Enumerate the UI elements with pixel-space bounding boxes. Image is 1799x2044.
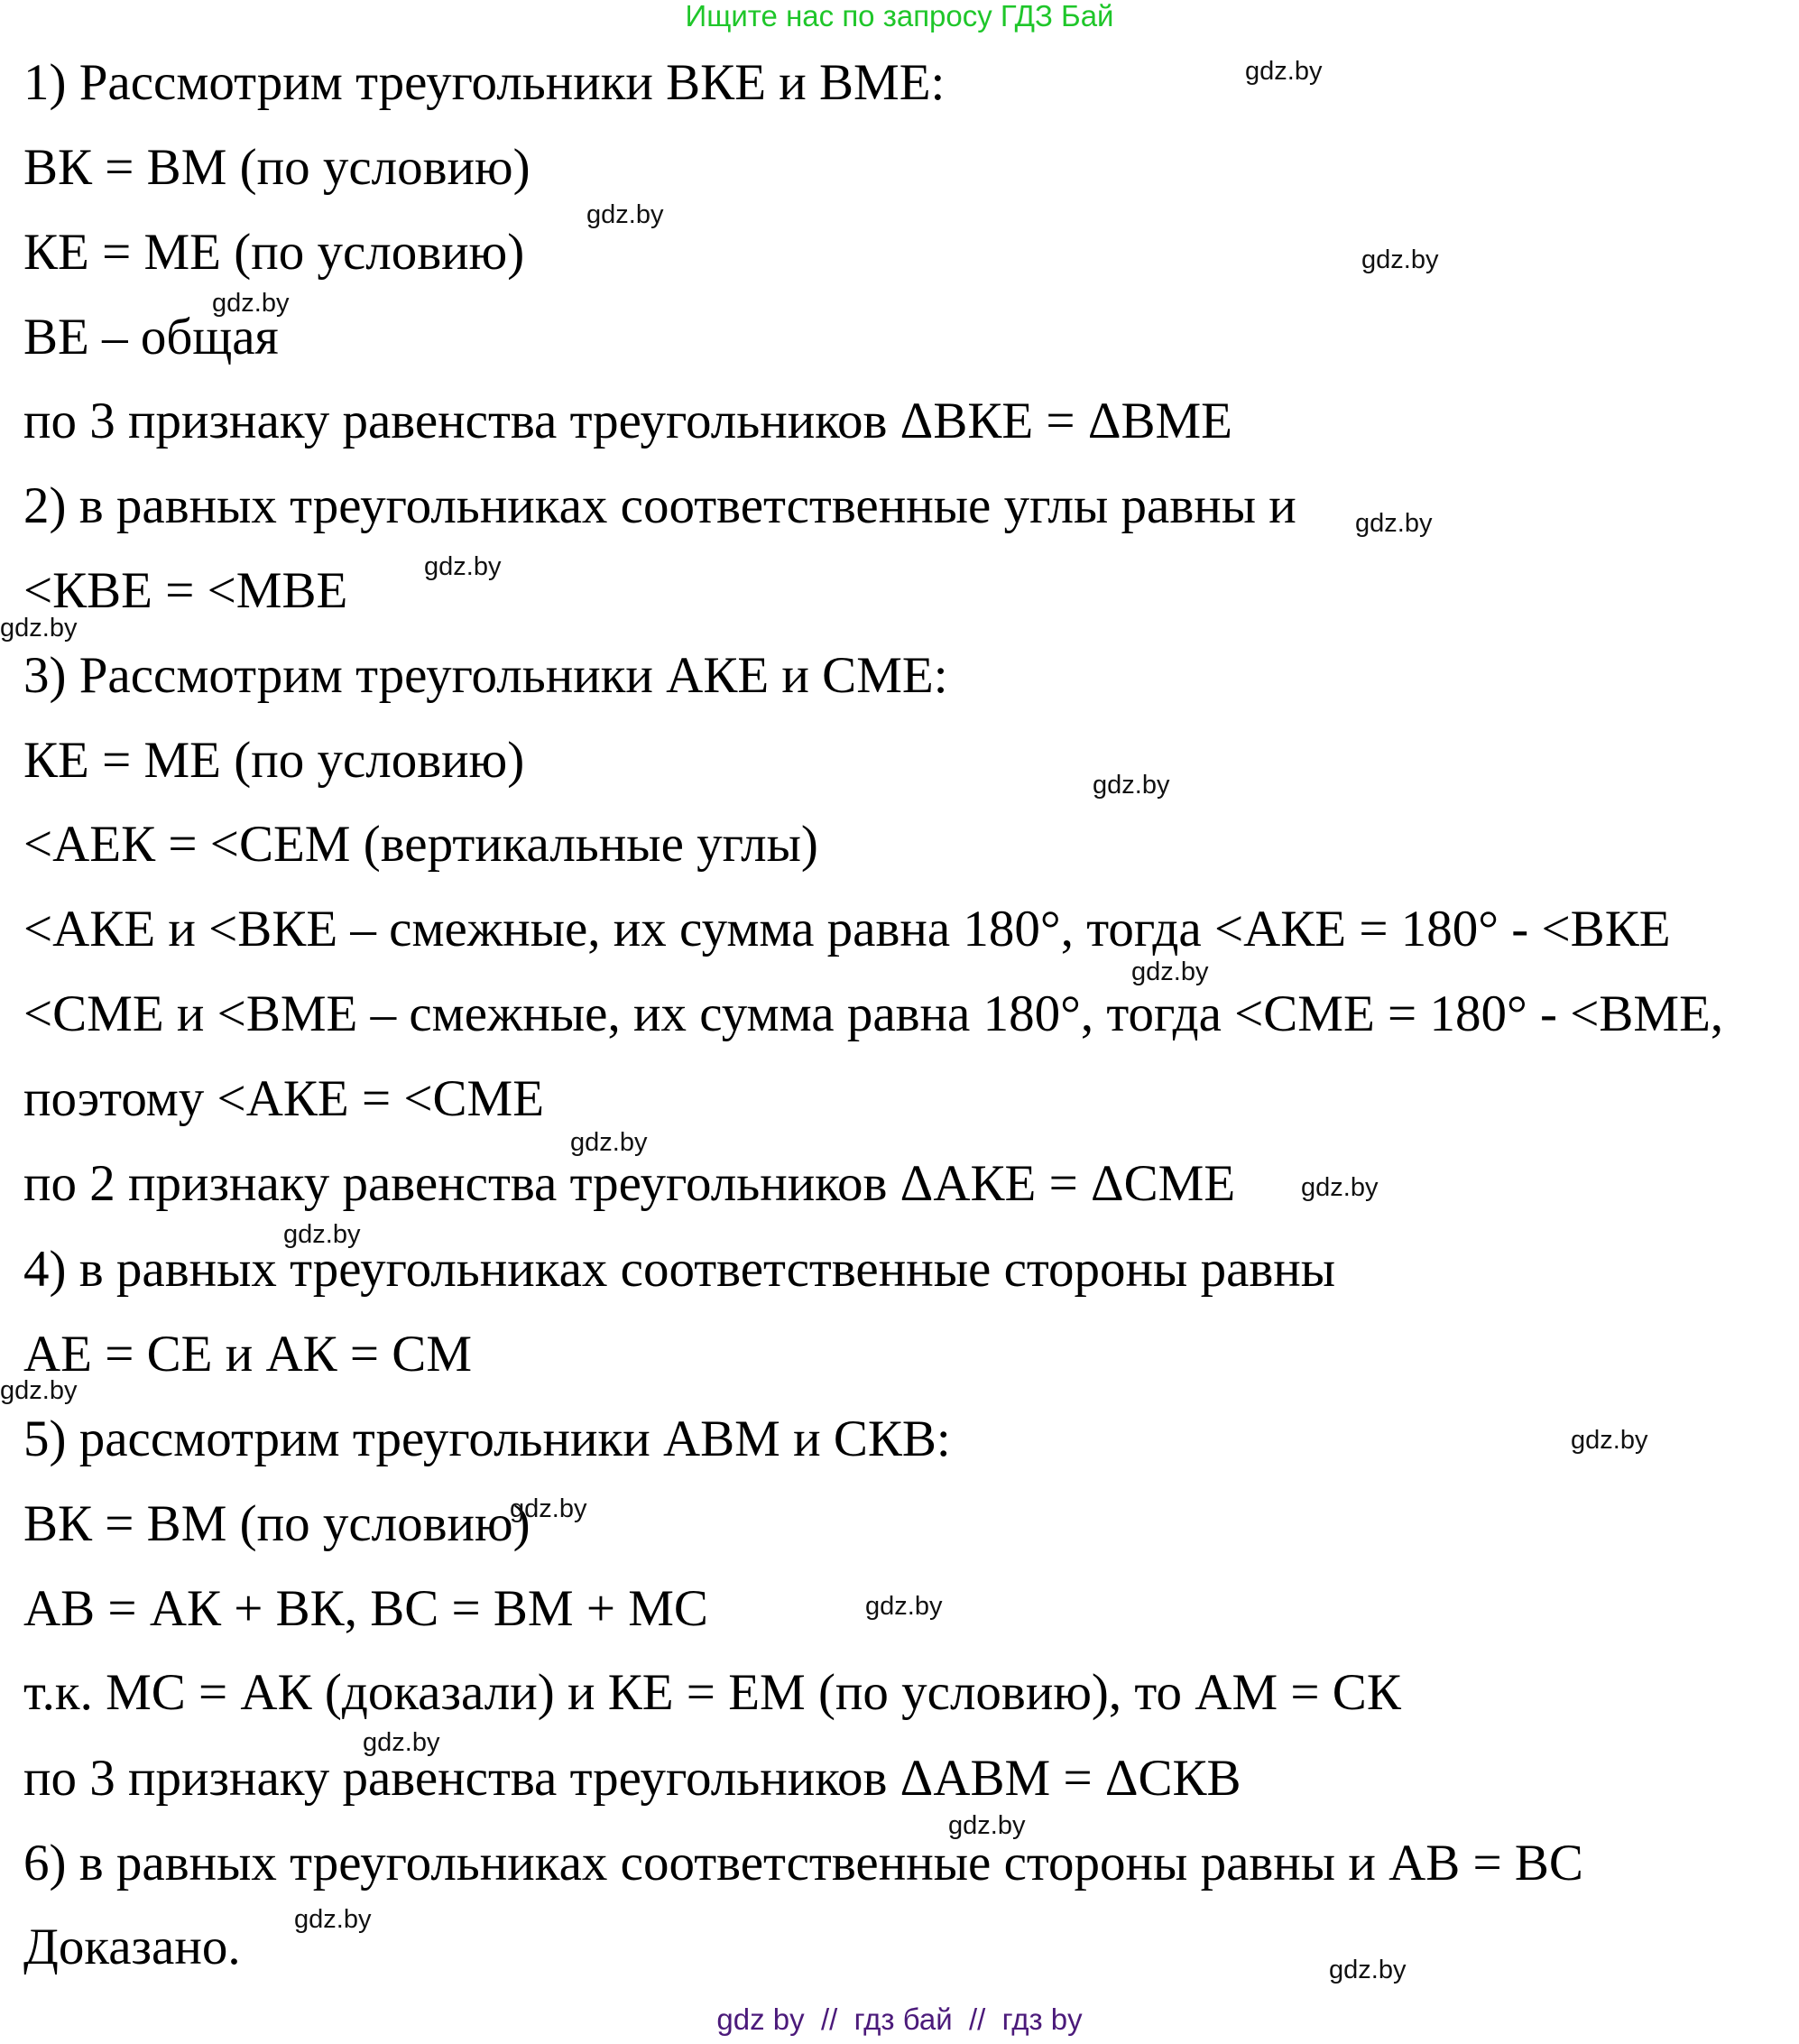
solution-line: 4) в равных треугольниках соответственные стороны равны bbox=[23, 1241, 1336, 1298]
watermark-text: gdz.by bbox=[212, 289, 290, 318]
solution-line: <КВЕ = <МВЕ bbox=[23, 562, 348, 619]
search-promo-banner: Ищите нас по запросу ГДЗ Бай bbox=[685, 0, 1114, 32]
solution-line: поэтому <АКЕ = <СМЕ bbox=[23, 1070, 545, 1127]
solution-line: по 3 признаку равенства треугольников ΔАВМ = ΔСКВ bbox=[23, 1750, 1241, 1807]
watermark-text: gdz.by bbox=[283, 1220, 361, 1249]
solution-line: 1) Рассмотрим треугольники ВКЕ и ВМЕ: bbox=[23, 54, 946, 111]
solution-line: <АЕК = <СЕМ (вертикальные углы) bbox=[23, 816, 818, 873]
watermark-text: gdz.by bbox=[1329, 1956, 1407, 1984]
solution-line: т.к. МС = АК (доказали) и КЕ = ЕМ (по условию), то АМ = СК bbox=[23, 1664, 1401, 1721]
footer-site-links: gdz by // гдз бай // гдз by bbox=[716, 2002, 1083, 2036]
watermark-text: gdz.by bbox=[1301, 1173, 1379, 1202]
solution-line: по 3 признаку равенства треугольников ΔВКЕ = ΔВМЕ bbox=[23, 393, 1233, 449]
solution-line: 6) в равных треугольниках соответственные стороны равны и АВ = ВС bbox=[23, 1835, 1583, 1891]
watermark-text: gdz.by bbox=[1571, 1426, 1648, 1455]
watermark-text: gdz.by bbox=[570, 1128, 648, 1157]
solution-line: 5) рассмотрим треугольники АВМ и СКВ: bbox=[23, 1410, 951, 1467]
solution-line: по 2 признаку равенства треугольников ΔАКЕ = ΔСМЕ bbox=[23, 1155, 1236, 1212]
solution-line: АЕ = СЕ и АК = СМ bbox=[23, 1326, 472, 1383]
watermark-text: gdz.by bbox=[510, 1494, 587, 1523]
watermark-text: gdz.by bbox=[1131, 957, 1209, 986]
watermark-text: gdz.by bbox=[948, 1811, 1026, 1840]
watermark-text: gdz.by bbox=[0, 614, 78, 643]
solution-line: ВЕ – общая bbox=[23, 309, 279, 365]
solution-line: <АКЕ и <ВКЕ – смежные, их сумма равна 180°, тогда <АКЕ = 180° - <ВКЕ bbox=[23, 901, 1671, 957]
solution-line: ВК = ВМ (по условию) bbox=[23, 139, 530, 196]
watermark-text: gdz.by bbox=[1361, 245, 1439, 274]
watermark-text: gdz.by bbox=[0, 1376, 78, 1405]
watermark-text: gdz.by bbox=[865, 1592, 943, 1621]
solution-line: ВК = ВМ (по условию) bbox=[23, 1495, 530, 1552]
watermark-text: gdz.by bbox=[1245, 57, 1323, 86]
solution-line: <СМЕ и <ВМЕ – смежные, их сумма равна 180°, тогда <СМЕ = 180° - <ВМЕ, bbox=[23, 985, 1724, 1042]
watermark-text: gdz.by bbox=[586, 200, 664, 229]
watermark-text: gdz.by bbox=[363, 1728, 440, 1757]
watermark-text: gdz.by bbox=[424, 552, 502, 581]
watermark-text: gdz.by bbox=[294, 1905, 372, 1934]
solution-line: Доказано. bbox=[23, 1919, 241, 1975]
watermark-text: gdz.by bbox=[1093, 771, 1170, 800]
watermark-text: gdz.by bbox=[1355, 509, 1433, 538]
solution-line: КЕ = МЕ (по условию) bbox=[23, 732, 525, 789]
solution-line: КЕ = МЕ (по условию) bbox=[23, 224, 525, 281]
solution-line: 3) Рассмотрим треугольники АКЕ и СМЕ: bbox=[23, 647, 948, 704]
solution-line: 2) в равных треугольниках соответственные углы равны и bbox=[23, 477, 1296, 534]
solution-line: АВ = АК + ВК, ВС = ВМ + МС bbox=[23, 1580, 708, 1637]
